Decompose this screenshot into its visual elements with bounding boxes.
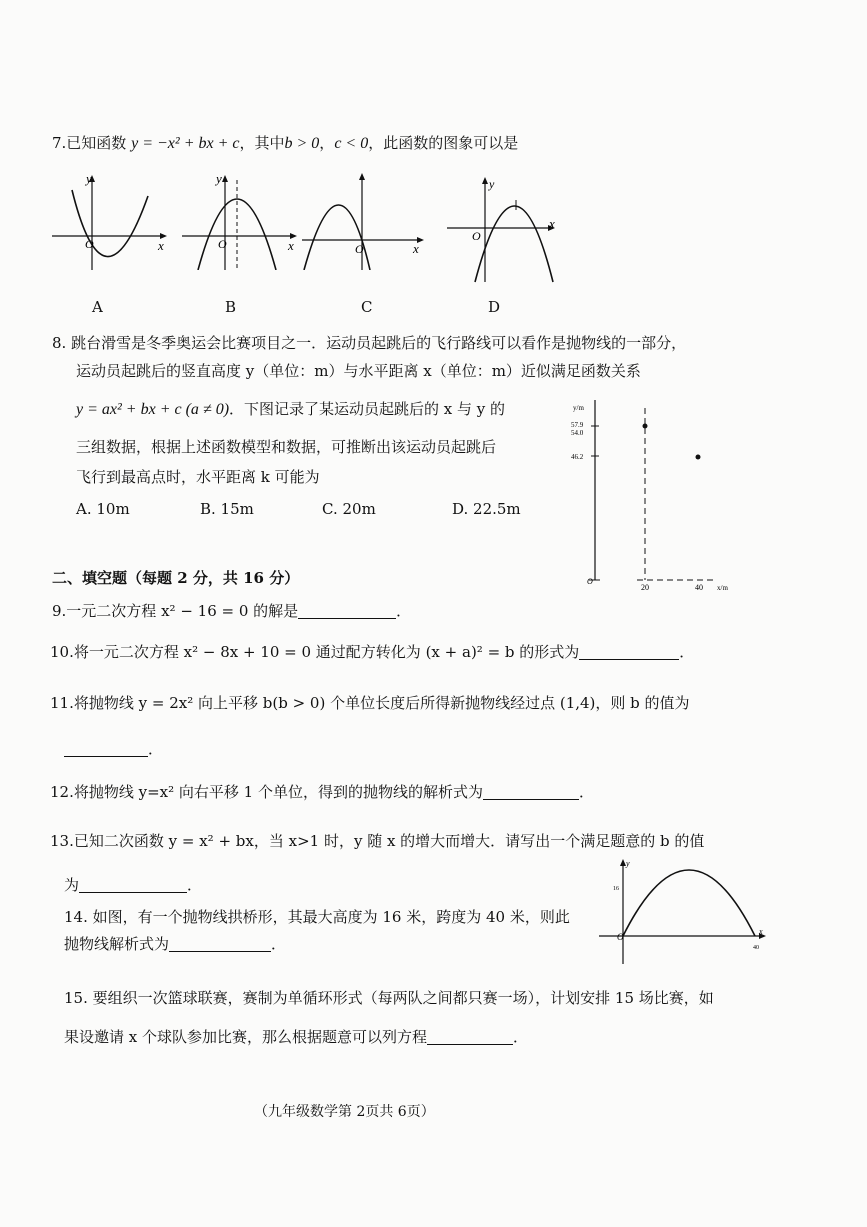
q12-answer-blank[interactable] [483,783,579,800]
q7-label-d: D [488,298,501,316]
origin-label: O [218,237,227,251]
axis-x-label: x [288,238,294,253]
y-tick-label: 16 [613,886,619,892]
q14-arch-figure [595,856,775,968]
q8-option-a: A. 10m [76,500,130,518]
axis-x-label: x [158,238,164,253]
x-tick-label: 40 [753,945,759,951]
q9-answer-blank[interactable] [298,602,396,619]
q12: 12.将抛物线 y=x² 向右平移 1 个单位，得到的抛物线的解析式为 ． [50,783,595,801]
x-tick-label: 40 [695,583,703,592]
origin-label: O [617,932,624,942]
axis-y-label: y [216,171,222,186]
q14-answer-blank[interactable] [169,935,271,952]
q7-label-c: C [361,298,373,316]
origin-label: O [587,577,593,586]
q10-answer-blank[interactable] [579,643,679,660]
q7-function: y = −x² + bx + c [131,135,240,152]
q13-answer: 为 ． [64,876,203,894]
x-axis-label: x/m [717,584,728,592]
q7-label-a: A [92,298,103,316]
q8-option-c: C. 20m [322,500,376,518]
axis-y-label: y [489,177,495,191]
axis-x-label: x [549,216,555,231]
data-point [643,424,648,429]
y-axis-label: y/m [573,404,584,412]
q8-option-b: B. 15m [200,500,254,518]
q8-data-figure [565,398,745,594]
axis-x-label: x [413,241,419,256]
q13-answer-blank[interactable] [79,876,187,893]
q10: 10.将一元二次方程 x² − 8x + 10 = 0 通过配方转化为 (x + a)² = b 的形式为 ． [50,643,695,661]
q14-line1: 14. 如图，有一个抛物线拱桥形，其最大高度为 16 米，跨度为 40 米，则此 [64,908,570,926]
q11: 11.将抛物线 y = 2x² 向上平移 b(b > 0) 个单位长度后所得新抛物线经过点 (1,4)，则 b 的值为 [50,694,690,712]
x-tick-label: 20 [641,583,649,592]
section-title: 二、填空题（每题 2 分，共 16 分） [52,569,300,587]
q8-line5: 飞行到最高点时，水平距离 k 可能为 [76,468,320,486]
q8-line3: y = ax² + bx + c (a ≠ 0)．下图记录了某运动员起跳后的 x 与 y 的 [76,400,506,418]
q15-line1: 15. 要组织一次篮球联赛，赛制为单循环形式（每两队之间都只赛一场），计划安排 15 场比赛，如 [64,989,714,1007]
x-axis-label: x [759,927,763,936]
y-tick-label: 57.9 [571,421,584,429]
page-footer: （九年级数学第 2页共 6页） [254,1104,435,1120]
q11-answer: ． [64,738,163,760]
q15-answer-blank[interactable] [427,1028,513,1045]
origin-label: O [355,242,364,256]
origin-label: O [472,229,481,243]
data-point [696,455,701,460]
y-tick-label: 54.0 [571,429,584,437]
q8-option-d: D. 22.5m [452,500,521,518]
q8-line1: 8. 跳台滑雪是冬季奥运会比赛项目之一．运动员起跳后的飞行路线可以看作是抛物线的一部分， [52,334,687,352]
q13: 13.已知二次函数 y = x² + bx，当 x>1 时，y 随 x 的增大而增大．请写出一个满足题意的 b 的值 [50,832,705,850]
q11-answer-blank[interactable] [64,740,148,757]
q7-graph-c [300,170,430,270]
q8-line4: 三组数据，根据上述函数模型和数据，可推断出该运动员起跳后 [76,438,497,456]
q14-line2: 抛物线解析式为 ． [64,935,287,953]
q7-graph-b [180,170,305,270]
q7-stem: 7.已知函数 y = −x² + bx + c，其中b > 0，c < 0，此函数的图象可以是 [52,134,519,152]
y-axis-label: y [626,859,630,868]
q8-line2: 运动员起跳后的竖直高度 y（单位：m）与水平距离 x（单位：m）近似满足函数关系 [76,362,641,380]
q7-graph-d [445,170,565,285]
q7-label-b: B [225,298,237,316]
y-tick-label: 46.2 [571,453,584,461]
q15-line2: 果设邀请 x 个球队参加比赛，那么根据题意可以列方程 ． [64,1028,529,1046]
origin-label: O [85,237,94,251]
q7-graph-a [50,170,175,270]
q9: 9.一元二次方程 x² − 16 = 0 的解是 ． [52,602,412,620]
axis-y-label: y [86,171,92,186]
